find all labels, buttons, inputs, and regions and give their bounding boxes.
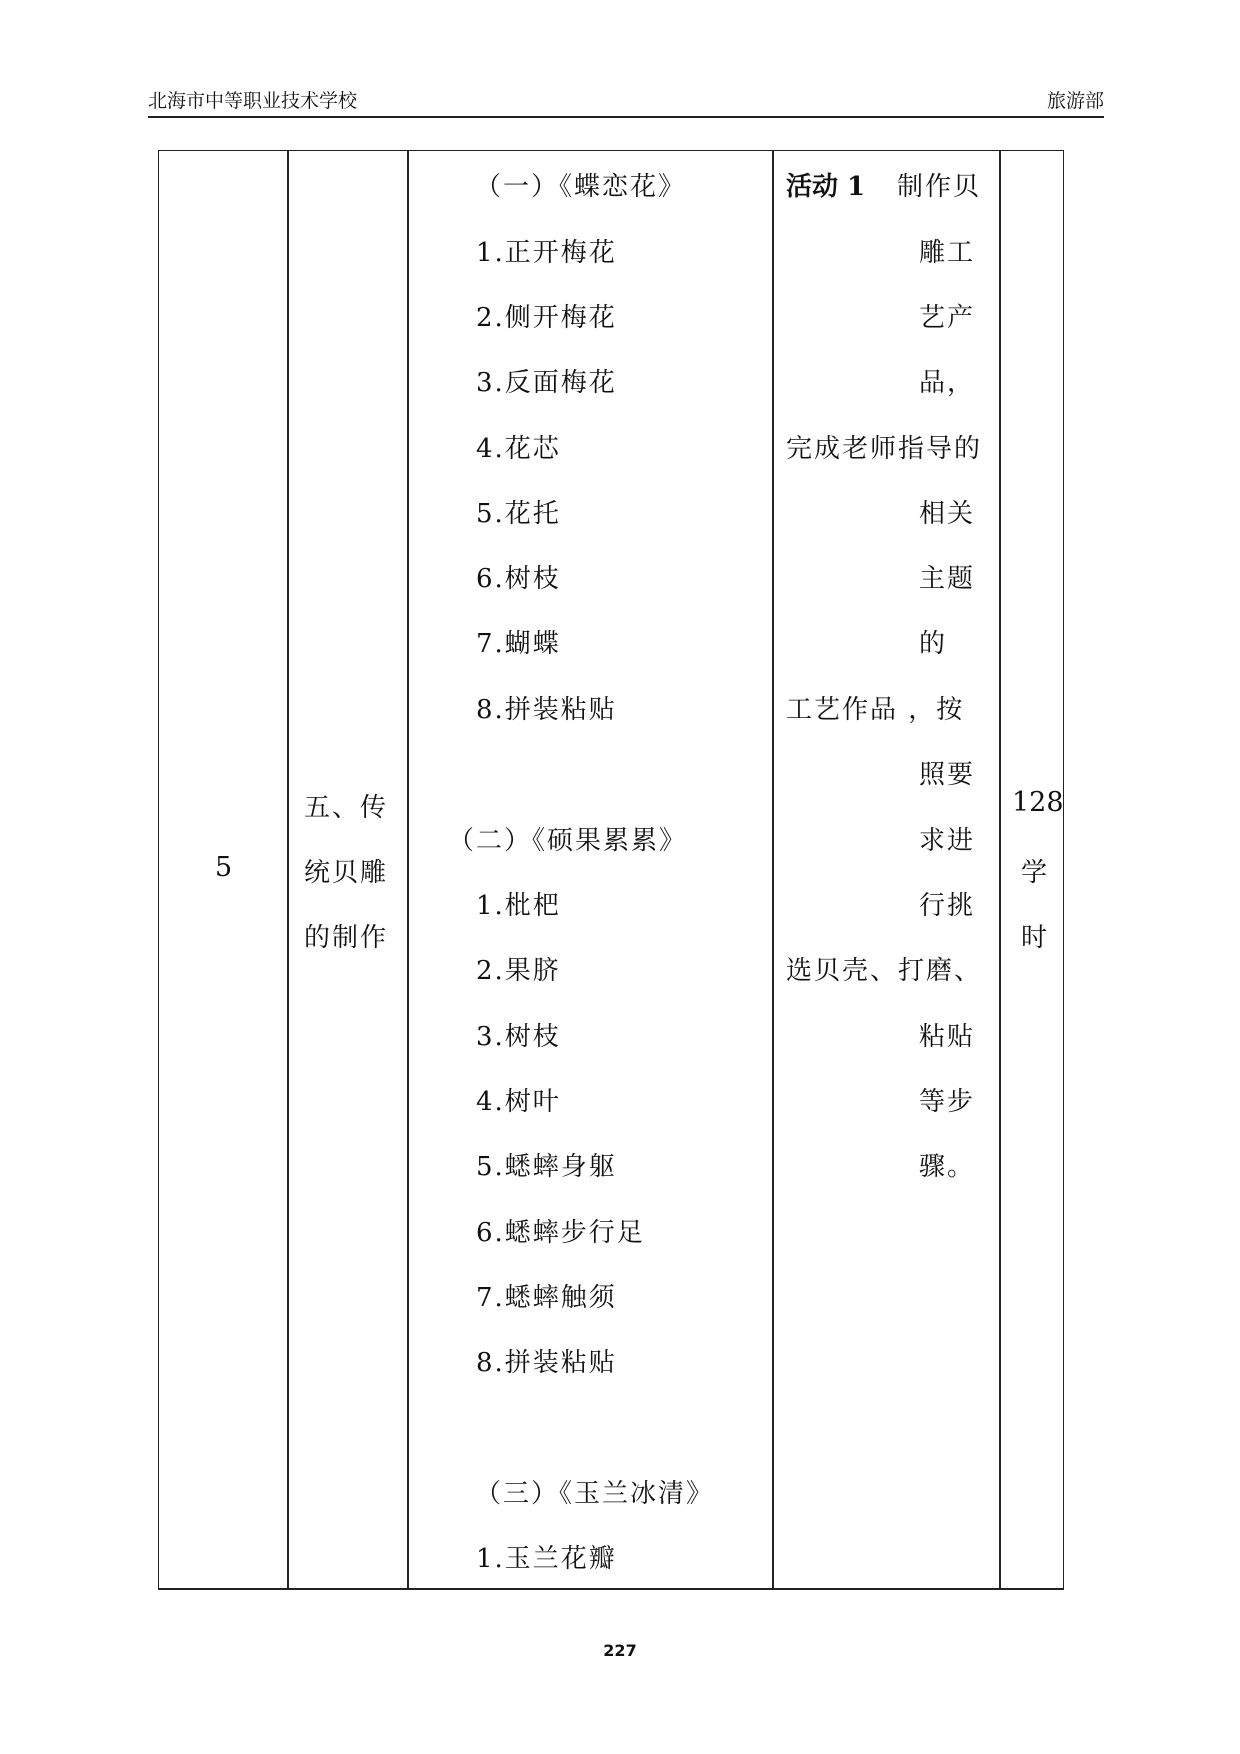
table-column-divider	[287, 150, 289, 1590]
content-item: 4.花芯	[476, 434, 561, 464]
activity-line: 主题	[919, 564, 976, 594]
content-item: 8.拼装粘贴	[476, 695, 617, 725]
section-heading: （二）《硕果累累》	[448, 826, 688, 856]
activity-line: 相关	[919, 499, 976, 529]
activity-line: 求进	[919, 826, 976, 856]
section-heading: （一）《蝶恋花》	[475, 172, 687, 202]
activity-line: 雕工	[919, 238, 976, 268]
activity-line: 的	[919, 629, 948, 659]
content-item: 5.花托	[476, 499, 561, 529]
header-rule	[148, 116, 1104, 118]
table-column-divider	[772, 150, 774, 1590]
content-item: 4.树叶	[476, 1087, 561, 1117]
activity-line: 骤。	[919, 1152, 976, 1182]
activity-line: 工艺作品 ，按	[786, 695, 965, 725]
activity-line: 等步	[919, 1087, 976, 1117]
department-name: 旅游部	[1046, 90, 1104, 112]
content-item: 1.玉兰花瓣	[476, 1544, 617, 1574]
activity-line: 艺产	[919, 303, 976, 333]
content-item: 7.蝴蝶	[476, 629, 561, 659]
content-item: 1.枇杷	[476, 891, 561, 921]
activity-line: 粘贴	[919, 1022, 976, 1052]
activity-title: 活动 1	[786, 172, 866, 202]
activity-line: 行挑	[919, 891, 976, 921]
activity-line: 制作贝	[897, 172, 982, 202]
content-item: 6.蟋蟀步行足	[476, 1218, 645, 1248]
content-item: 6.树枝	[476, 564, 561, 594]
content-item: 5.蟋蟀身躯	[476, 1152, 617, 1182]
unit-title-line: 五、传	[304, 793, 389, 823]
table-column-divider	[999, 150, 1001, 1590]
content-item: 7.蟋蟀触须	[476, 1283, 617, 1313]
hours-unit: 学	[1021, 858, 1050, 888]
unit-title-line: 统贝雕	[304, 858, 389, 888]
section-heading: （三）《玉兰冰清》	[475, 1479, 715, 1509]
table-column-divider	[407, 150, 409, 1590]
content-item: 3.树枝	[476, 1022, 561, 1052]
hours-value: 128	[1012, 787, 1064, 818]
content-item: 3.反面梅花	[476, 368, 617, 398]
unit-title-line: 的制作	[304, 923, 389, 953]
content-item: 2.果脐	[476, 956, 561, 986]
page-header	[148, 86, 1104, 114]
activity-line: 完成老师指导的	[786, 434, 983, 464]
content-item: 1.正开梅花	[476, 238, 617, 268]
school-name: 北海市中等职业技术学校	[148, 90, 358, 112]
content-item: 8.拼装粘贴	[476, 1348, 617, 1378]
activity-line: 照要	[919, 760, 976, 790]
activity-line: 品，	[919, 368, 976, 398]
activity-line: 选贝壳、打磨、	[786, 956, 983, 986]
content-item: 2.侧开梅花	[476, 303, 617, 333]
page-number: 227	[603, 1641, 637, 1660]
hours-unit: 时	[1021, 923, 1050, 953]
sequence-number: 5	[215, 852, 233, 883]
